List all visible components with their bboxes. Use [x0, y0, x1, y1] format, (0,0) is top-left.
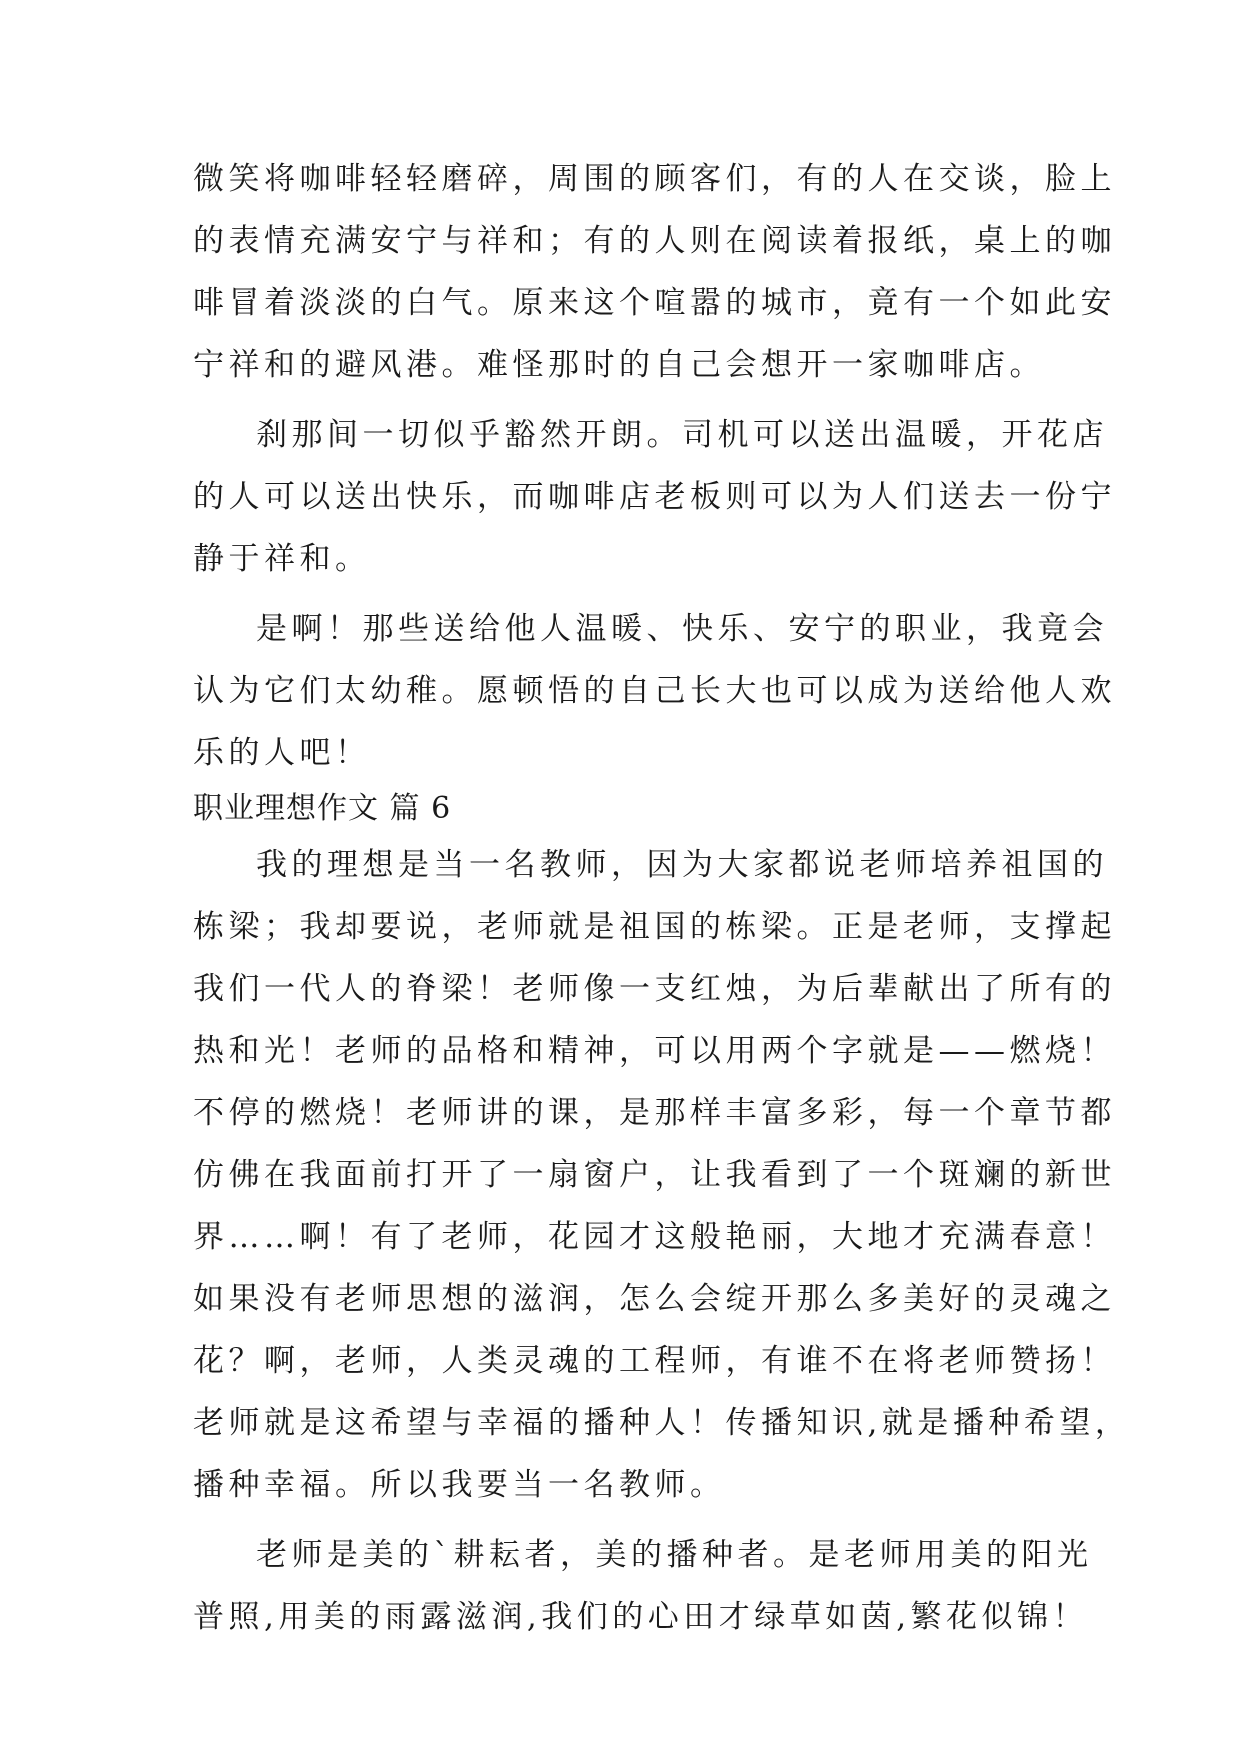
paragraph-4 — [193, 834, 1131, 1516]
paragraph-5 — [193, 1524, 1093, 1648]
text-line: 是啊！那些送给他人温暖、快乐、安宁的职业，我竟会 — [256, 611, 1108, 647]
text-line: 花？啊，老师，人类灵魂的工程师，有谁不在将老师赞扬！ — [193, 1343, 1116, 1379]
text-line: 认为它们太幼稚。愿顿悟的自己长大也可以成为送给他人欢 — [193, 673, 1116, 709]
text-line: 老师是美的`耕耘者，美的播种者。是老师用美的阳光 — [256, 1537, 1093, 1573]
text-line: 刹那间一切似乎豁然开朗。司机可以送出温暖，开花店 — [256, 417, 1108, 453]
paragraph-2 — [193, 404, 1116, 590]
text-line: 界……啊！有了老师，花园才这般艳丽，大地才充满春意！ — [193, 1219, 1116, 1255]
paragraph-3 — [193, 598, 1116, 784]
text-line: 的人可以送出快乐，而咖啡店老板则可以为人们送去一份宁 — [193, 479, 1116, 515]
text-line: 普照,用美的雨露滋润,我们的心田才绿草如茵,繁花似锦！ — [193, 1599, 1089, 1635]
text-line: 不停的燃烧！老师讲的课，是那样丰富多彩，每一个章节都 — [193, 1095, 1116, 1131]
text-line: 的表情充满安宁与祥和；有的人则在阅读着报纸，桌上的咖 — [193, 223, 1116, 259]
text-line: 热和光！老师的品格和精神，可以用两个字就是——燃烧！ — [193, 1033, 1116, 1069]
text-line: 静于祥和。 — [193, 541, 371, 577]
text-line: 如果没有老师思想的滋润，怎么会绽开那么多美好的灵魂之 — [193, 1281, 1116, 1317]
text-line: 宁祥和的避风港。难怪那时的自己会想开一家咖啡店。 — [193, 347, 1045, 383]
text-line: 我的理想是当一名教师，因为大家都说老师培养祖国的 — [256, 847, 1108, 883]
text-line: 啡冒着淡淡的白气。原来这个喧嚣的城市，竟有一个如此安 — [193, 285, 1116, 321]
text-line: 老师就是这希望与幸福的播种人！传播知识,就是播种希望， — [193, 1405, 1131, 1441]
paragraph-gap — [193, 1516, 1053, 1524]
text-line: 我们一代人的脊梁！老师像一支红烛，为后辈献出了所有的 — [193, 971, 1116, 1007]
paragraph-1 — [193, 148, 1116, 396]
text-line: 播种幸福。所以我要当一名教师。 — [193, 1467, 726, 1503]
paragraph-gap — [193, 396, 1053, 404]
text-line: 乐的人吧！ — [193, 735, 371, 771]
document-page — [193, 148, 1131, 1648]
text-line: 栋梁；我却要说，老师就是祖国的栋梁。正是老师，支撑起 — [193, 909, 1116, 945]
text-line: 仿佛在我面前打开了一扇窗户，让我看到了一个斑斓的新世 — [193, 1157, 1116, 1193]
section-heading: 职业理想作文 篇 6 — [193, 791, 452, 826]
paragraph-gap — [193, 590, 1053, 598]
text-line: 微笑将咖啡轻轻磨碎，周围的顾客们，有的人在交谈，脸上 — [193, 161, 1116, 197]
